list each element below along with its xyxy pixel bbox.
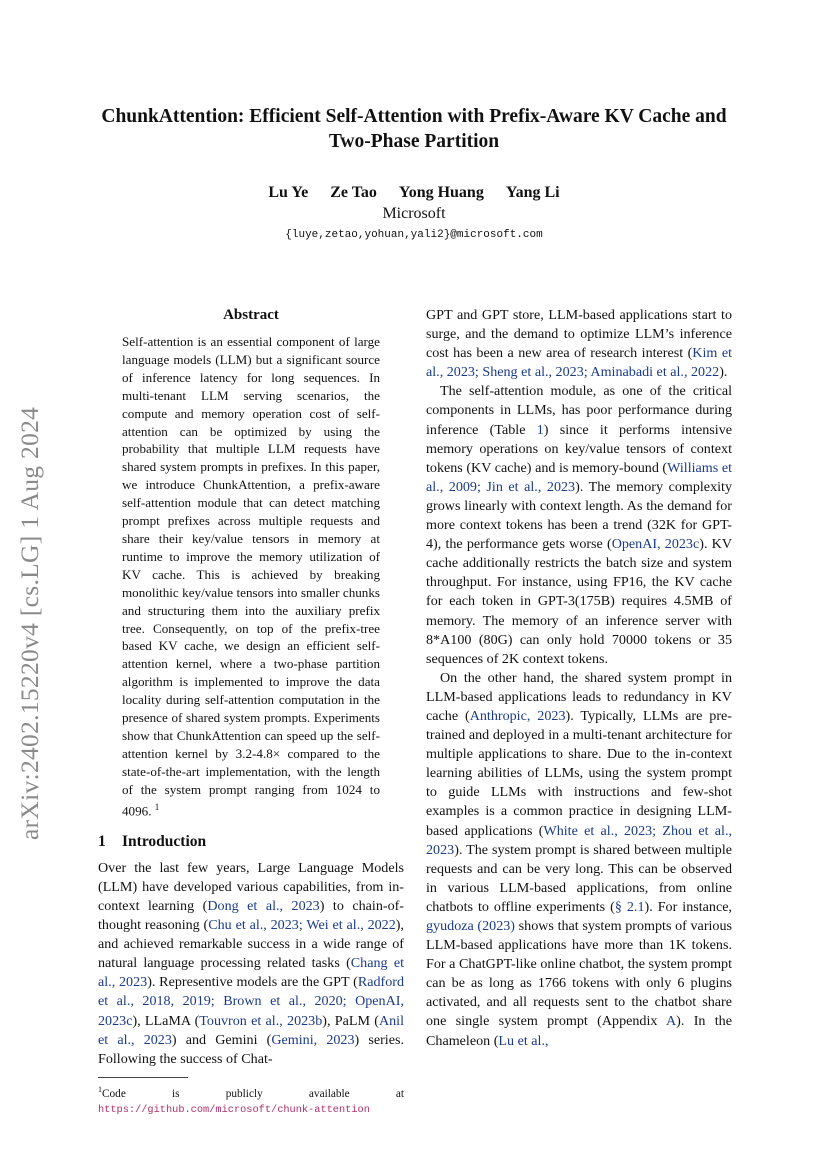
citation-link[interactable]: Chang et al., 2023 xyxy=(98,955,404,991)
footnote-marker[interactable]: 1 xyxy=(154,801,160,812)
paragraph-text: ) to chain-of-thought reasoning ( xyxy=(98,898,405,934)
citation-link[interactable]: Gemini, 2023 xyxy=(271,1031,355,1048)
footnote xyxy=(98,1082,404,1118)
paragraph-text: ). KV cache additionally restricts the batch size and system throughput. For instance, using FP16, the KV cache for each token in GPT-3(175B) requires 4.5MB of memory. The memory of an inference server with 8*A100 (80G) can only hold 70000 tokens or 35 sequences of 2K context tokens. xyxy=(426,536,733,667)
abstract-text: Self-attention is an essential component of large language models (LLM) but a significant source of inference latency for long sequences. In multi-tenant LLM serving scenarios, the compute and memory operation cost of self-attention can be optimized by using the probability that multiple LLM requests have shared system prompts in prefixes. In this paper, we introduce ChunkAttention, a prefix-aware self-attention module that can detect matching prompt prefixes across multiple requests and share their key/value tensors in memory at runtime to improve the memory utilization of KV cache. This is achieved by breaking monolithic key/value tensors into smaller chunks and structuring them into the auxiliary prefix tree. Consequently, on top of the prefix-tree based KV cache, we design an efficient self-attention kernel, where a two-phase partition algorithm is implemented to improve the data locality during self-attention computation in the presence of shared system prompts. Experiments show that ChunkAttention can speed up the self-attention kernel by 3.2-4.8× compared to the state-of-the-art implementation, with the length of the system prompt ranging from 1024 to 4096. xyxy=(122,334,380,818)
footnote-divider xyxy=(98,1077,188,1078)
citation-link[interactable]: Williams et al., 2009; Jin et al., 2023 xyxy=(426,459,732,495)
paragraph-text: ). Typically, LLMs are pre-trained and deployed in a multi-tenant architecture for multiple applications to share. Due to the in-context learning abilities of LLMs, using the system prompt to guide LLMs with instructions and few-shot examples is a common practice in designing LLM-based applications ( xyxy=(426,707,732,839)
body-paragraph xyxy=(426,306,732,382)
author-name: Yang Li xyxy=(505,184,560,201)
paragraph-text: ). The system prompt is shared between multiple requests and can be very long. This can be observed in various LLM-based applications, from online chatbots to offline experiments ( xyxy=(426,841,732,915)
paragraph-text: ). xyxy=(719,364,728,381)
abstract-body xyxy=(122,333,380,820)
section-title: Introduction xyxy=(122,832,207,850)
paragraph-text: ), and achieved remarkable success in a wide range of natural language processing related tasks ( xyxy=(98,917,404,972)
intro-paragraph xyxy=(98,859,404,1069)
author-list xyxy=(0,184,828,202)
citation-link[interactable]: Anthropic, 2023 xyxy=(469,707,566,724)
paragraph-text: ), PaLM ( xyxy=(322,1012,379,1029)
citation-link[interactable]: Dong et al., 2023 xyxy=(207,898,320,915)
body-paragraph xyxy=(426,669,732,1051)
section-number: 1 xyxy=(98,832,106,850)
citation-link[interactable]: Anil et al., 2023 xyxy=(98,1012,404,1048)
section-heading-introduction xyxy=(98,832,404,852)
arxiv-identifier: arXiv:2402.15220v4 [cs.LG] 1 Aug 2024 xyxy=(15,406,44,840)
citation-link[interactable]: OpenAI, 2023c xyxy=(611,536,700,553)
author-name: Ze Tao xyxy=(330,184,377,201)
abstract-heading: Abstract xyxy=(223,307,279,323)
author-email[interactable]: {luye,zetao,yohuan,yali2}@microsoft.com xyxy=(285,229,543,241)
paragraph-text: On the other hand, the shared system prompt in LLM-based applications leads to redundancy in KV cache ( xyxy=(426,669,732,724)
footnote-number: 1 xyxy=(98,1084,102,1094)
left-column xyxy=(98,306,404,1118)
paragraph-text: ) since it performs intensive memory operations on key/value tensors of context tokens (KV cache) and is memory-bound ( xyxy=(426,421,732,476)
citation-link[interactable]: A xyxy=(665,1013,677,1030)
citation-link[interactable]: Lu et al., xyxy=(498,1032,549,1049)
citation-link[interactable]: Kim et al., 2023; Sheng et al., 2023; Aminabadi et al., 2022 xyxy=(426,345,732,381)
paragraph-text: ), LLaMA ( xyxy=(132,1012,200,1029)
citation-link[interactable]: White et al., 2023; Zhou et al., 2023 xyxy=(426,822,732,858)
paragraph-text: ) and Gemini ( xyxy=(171,1031,272,1048)
paragraph-text: ). In the Chameleon ( xyxy=(426,1013,732,1049)
paragraph-text: shows that system prompts of various LLM-based applications have more than 1K tokens. For a ChatGPT-like online chatbot, the system prompt can be as long as 1766 tokens with only 6 plugins activated, and all requests sent to the chatbot share one single system prompt (Appendix xyxy=(426,918,733,1030)
citation-link[interactable]: Touvron et al., 2023b xyxy=(199,1012,323,1029)
author-name: Lu Ye xyxy=(268,184,309,201)
paragraph-text: ). The memory complexity grows linearly with context length. As the demand for more context tokens has been a trend (32K for GPT-4), the performance gets worse ( xyxy=(426,478,732,553)
paragraph-text: ) series. Following the success of Chat- xyxy=(98,1031,404,1067)
right-column xyxy=(426,306,732,1051)
title-line-2: Two-Phase Partition xyxy=(328,131,500,152)
citation-link[interactable]: Chu et al., 2023; Wei et al., 2022 xyxy=(208,917,396,934)
paragraph-text: The self-attention module, as one of the critical components in LLMs, has poor performance during inference (Table xyxy=(426,383,732,438)
citation-link[interactable]: 1 xyxy=(536,421,544,438)
paragraph-text: ). For instance, xyxy=(644,898,732,915)
affiliation: Microsoft xyxy=(382,205,446,222)
title-line-1: ChunkAttention: Efficient Self-Attention with Prefix-Aware KV Cache and xyxy=(101,106,727,127)
footnote-text: Code is publicly available at xyxy=(102,1087,404,1100)
paragraph-text: ). Representive models are the GPT ( xyxy=(147,974,358,991)
author-name: Yong Huang xyxy=(398,184,484,201)
citation-link[interactable]: Radford et al., 2018, 2019; Brown et al., 2020; OpenAI, 2023c xyxy=(98,974,404,1029)
footnote-link[interactable]: https://github.com/microsoft/chunk-attention xyxy=(98,1103,370,1116)
body-paragraph xyxy=(426,382,732,668)
paragraph-text: Over the last few years, Large Language Models (LLM) have developed various capabilities, from in-context learning ( xyxy=(98,859,404,915)
paragraph-text: GPT and GPT store, LLM-based applications start to surge, and the demand to optimize LLM’s inference cost has been a new area of research interest ( xyxy=(426,307,732,362)
citation-link[interactable]: gyudoza (2023) xyxy=(426,918,515,934)
citation-link[interactable]: § 2.1 xyxy=(614,898,645,915)
paper-title xyxy=(90,104,738,154)
